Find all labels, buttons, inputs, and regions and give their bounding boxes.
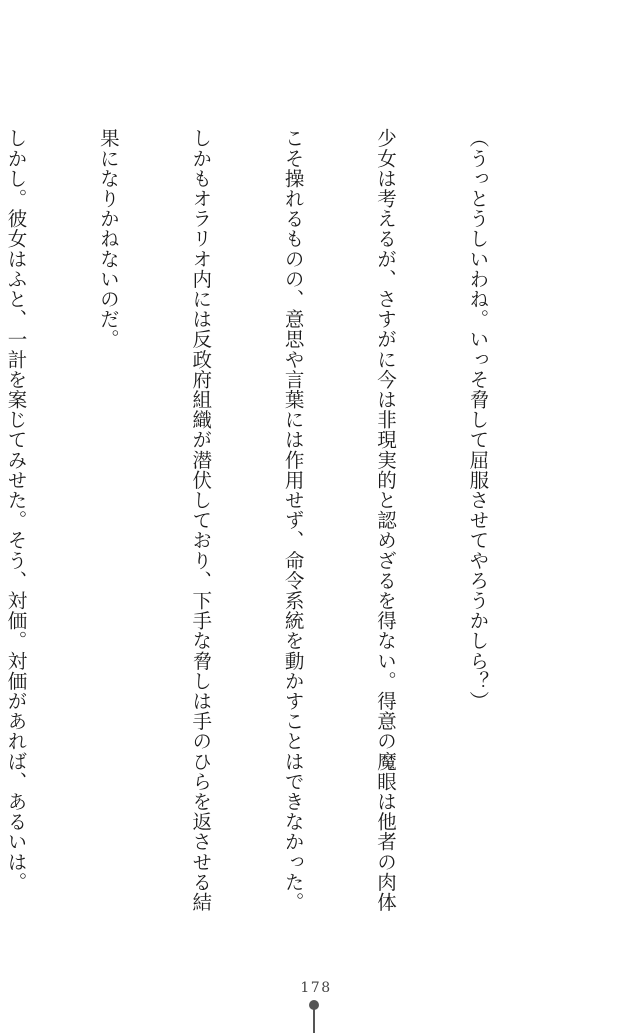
text-line: しかし。彼女はふと、一計を案じてみせた。そう、対価。対価があれば、あるいは。 xyxy=(4,128,28,892)
folio-line-ornament xyxy=(313,1009,315,1033)
text-line: （うっとうしいわね。いっそ脅して屈服させてやろうかしら？） xyxy=(466,128,490,711)
text-line: 果になりかねないのだ。 xyxy=(96,128,120,350)
text-line: しかもオラリオ内には反政府組織が潜伏しており、下手な脅しは手のひらを返させる結 xyxy=(189,128,213,912)
text-line: 少女は考えるが、さすがに今は非現実的と認めざるを得ない。得意の魔眼は他者の肉体 xyxy=(374,128,398,912)
text-line: こそ操れるものの、意思や言葉には作用せず、命令系統を動かすことはできなかった。 xyxy=(281,128,305,912)
page-number: 178 xyxy=(300,980,332,996)
body-text xyxy=(0,128,554,912)
